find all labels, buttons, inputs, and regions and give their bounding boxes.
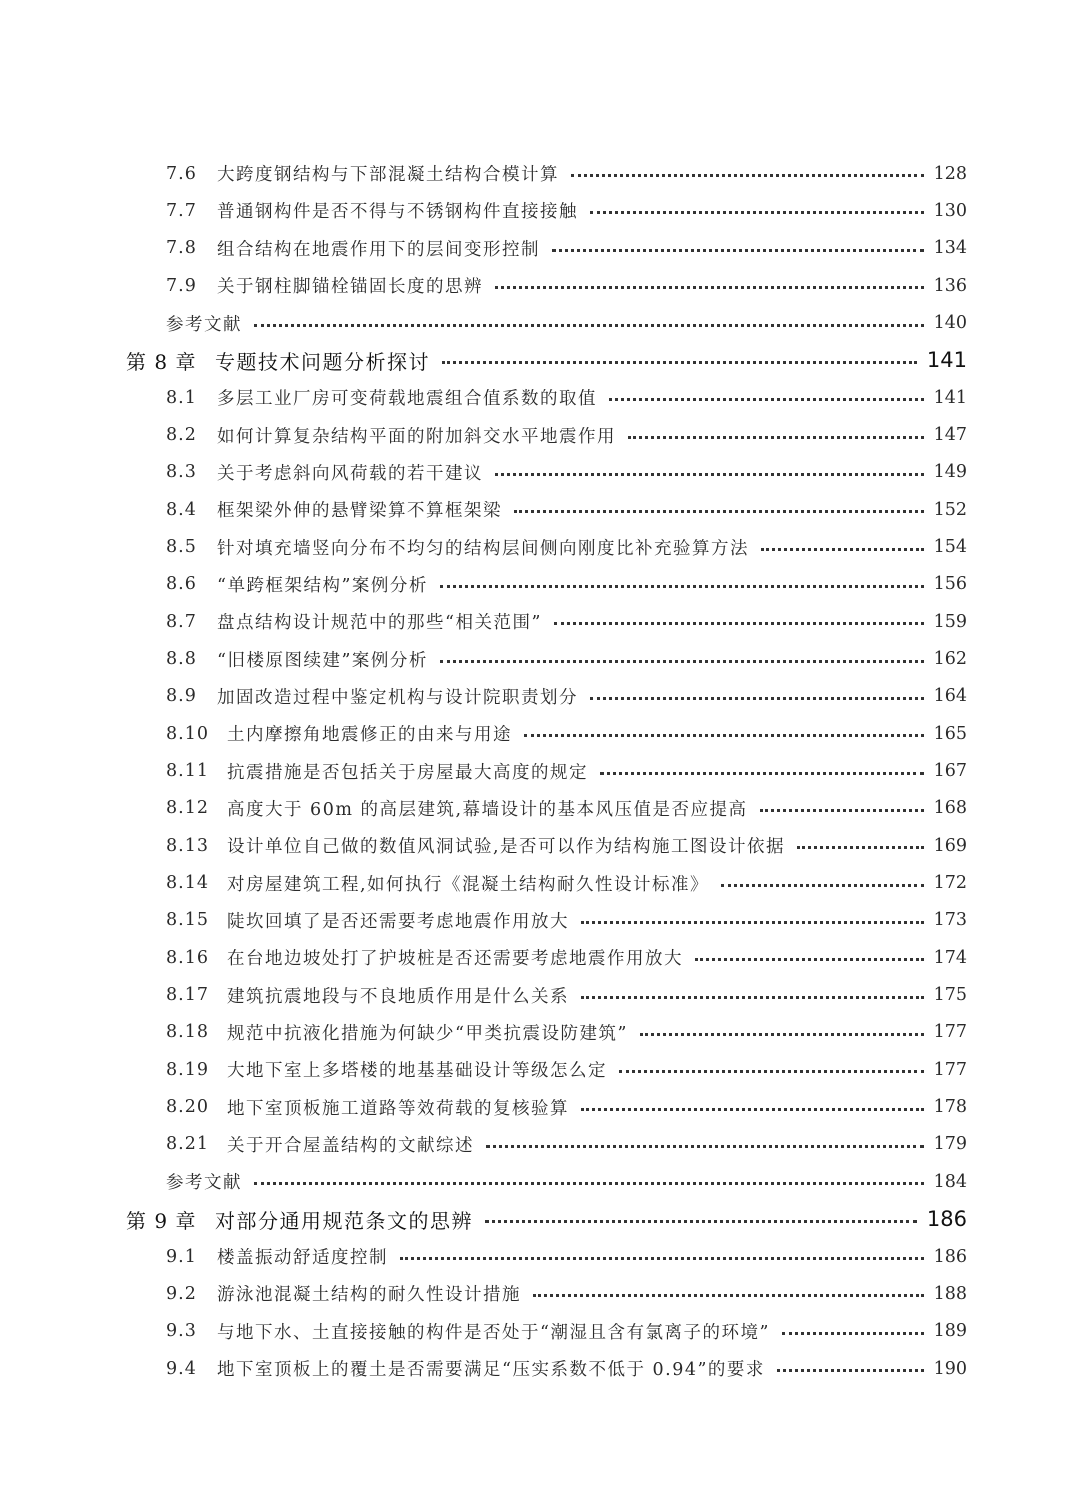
entry-page-number: 130 <box>933 200 967 221</box>
dot-leader <box>495 286 924 289</box>
entry-number: 9.1 <box>166 1246 197 1267</box>
entry-page-number: 134 <box>933 238 967 259</box>
toc-section-entry[interactable] <box>166 1126 967 1163</box>
dot-leader <box>552 249 924 252</box>
entry-title: 土内摩擦角地震修正的由来与用途 <box>227 725 512 746</box>
entry-page-number: 159 <box>933 611 967 632</box>
toc-chapter-entry[interactable] <box>126 342 967 379</box>
dot-leader <box>485 1220 917 1223</box>
toc-section-entry[interactable] <box>166 192 967 229</box>
dot-leader <box>254 324 924 327</box>
dot-leader <box>628 436 924 439</box>
entry-page-number: 184 <box>933 1171 967 1192</box>
toc-section-entry[interactable] <box>166 1014 967 1051</box>
entry-title: 参考文献 <box>166 1173 242 1194</box>
entry-title: 高度大于 60m 的高层建筑,幕墙设计的基本风压值是否应提高 <box>227 799 748 820</box>
dot-leader <box>600 772 924 775</box>
entry-title: “旧楼原图续建”案例分析 <box>217 650 428 671</box>
entry-number: 8.5 <box>166 537 197 558</box>
entry-title: 参考文献 <box>166 314 242 335</box>
entry-number: 8.11 <box>166 761 209 782</box>
toc-section-entry[interactable] <box>166 902 967 939</box>
dot-leader <box>400 1257 924 1260</box>
entry-number: 8.15 <box>166 910 209 931</box>
entry-page-number: 186 <box>926 1207 967 1232</box>
entry-title: 如何计算复杂结构平面的附加斜交水平地震作用 <box>217 426 616 447</box>
dot-leader <box>495 473 924 476</box>
dot-leader <box>581 921 924 924</box>
entry-page-number: 152 <box>933 499 967 520</box>
entry-title: 大地下室上多塔楼的地基基础设计等级怎么定 <box>227 1061 607 1082</box>
entry-page-number: 162 <box>933 649 967 670</box>
dot-leader <box>721 884 924 887</box>
entry-title: 针对填充墙竖向分布不均匀的结构层间侧向刚度比补充验算方法 <box>217 538 749 559</box>
entry-page-number: 165 <box>933 723 967 744</box>
entry-page-number: 189 <box>933 1321 967 1342</box>
toc-section-entry[interactable] <box>166 603 967 640</box>
entry-title: 对部分通用规范条文的思辨 <box>215 1208 473 1233</box>
entry-page-number: 149 <box>933 462 967 483</box>
entry-title: 楼盖振动舒适度控制 <box>217 1248 388 1269</box>
entry-page-number: 167 <box>933 761 967 782</box>
dot-leader <box>440 660 924 663</box>
entry-title: 盘点结构设计规范中的那些“相关范围” <box>217 613 542 634</box>
toc-section-entry[interactable] <box>166 454 967 491</box>
entry-number: 8.1 <box>166 387 197 408</box>
entry-number: 7.6 <box>166 163 197 184</box>
entry-page-number: 190 <box>933 1358 967 1379</box>
entry-title: 地下室顶板施工道路等效荷载的复核验算 <box>227 1098 569 1119</box>
entry-number: 8.13 <box>166 835 209 856</box>
toc-section-entry[interactable] <box>166 1089 967 1126</box>
entry-number: 8.14 <box>166 873 209 894</box>
entry-page-number: 178 <box>933 1097 967 1118</box>
entry-number: 8.2 <box>166 425 197 446</box>
dot-leader <box>524 734 924 737</box>
dot-leader <box>581 1108 924 1111</box>
dot-leader <box>619 1070 924 1073</box>
dot-leader <box>554 622 924 625</box>
dot-leader <box>777 1369 924 1372</box>
dot-leader <box>254 1182 924 1185</box>
entry-number: 8.20 <box>166 1097 209 1118</box>
entry-page-number: 154 <box>933 537 967 558</box>
entry-title: 规范中抗液化措施为何缺少“甲类抗震设防建筑” <box>227 1023 628 1044</box>
entry-page-number: 156 <box>933 574 967 595</box>
toc-section-entry[interactable] <box>166 827 967 864</box>
dot-leader <box>590 211 924 214</box>
entry-number: 8.9 <box>166 686 197 707</box>
entry-page-number: 147 <box>933 425 967 446</box>
entry-title: 大跨度钢结构与下部混凝土结构合模计算 <box>217 165 559 186</box>
entry-number: 8.3 <box>166 462 197 483</box>
dot-leader <box>640 1033 924 1036</box>
toc-section-entry[interactable] <box>166 939 967 976</box>
entry-title: 陡坎回填了是否还需要考虑地震作用放大 <box>227 911 569 932</box>
entry-number: 9.4 <box>166 1358 197 1379</box>
entry-number: 8.19 <box>166 1059 209 1080</box>
entry-page-number: 141 <box>926 348 967 373</box>
entry-title: 在台地边坡处打了护坡桩是否还需要考虑地震作用放大 <box>227 949 683 970</box>
entry-title: 建筑抗震地段与不良地质作用是什么关系 <box>227 986 569 1007</box>
toc-section-entry[interactable] <box>166 715 967 752</box>
entry-number: 第 8 章 <box>126 349 197 374</box>
entry-title: 抗震措施是否包括关于房屋最大高度的规定 <box>227 762 588 783</box>
entry-page-number: 179 <box>933 1134 967 1155</box>
dot-leader <box>514 510 924 513</box>
entry-title: 专题技术问题分析探讨 <box>215 349 430 374</box>
toc-section-entry[interactable] <box>166 1275 967 1312</box>
toc-chapter-entry[interactable] <box>126 1201 967 1238</box>
dot-leader <box>760 809 924 812</box>
dot-leader <box>486 1145 924 1148</box>
dot-leader <box>797 846 924 849</box>
entry-title: 对房屋建筑工程,如何执行《混凝土结构耐久性设计标准》 <box>227 874 710 895</box>
toc-section-entry[interactable] <box>166 1238 967 1275</box>
entry-page-number: 168 <box>933 798 967 819</box>
entry-number: 8.18 <box>166 1022 209 1043</box>
entry-page-number: 173 <box>933 910 967 931</box>
entry-page-number: 188 <box>933 1283 967 1304</box>
entry-number: 8.7 <box>166 611 197 632</box>
entry-title: 加固改造过程中鉴定机构与设计院职责划分 <box>217 687 578 708</box>
toc-section-entry[interactable] <box>166 864 967 901</box>
dot-leader <box>571 174 924 177</box>
dot-leader <box>581 996 924 999</box>
entry-page-number: 164 <box>933 686 967 707</box>
entry-title: 多层工业厂房可变荷载地震组合值系数的取值 <box>217 389 597 410</box>
entry-title: 设计单位自己做的数值风洞试验,是否可以作为结构施工图设计依据 <box>227 837 786 858</box>
toc-section-entry[interactable] <box>166 528 967 565</box>
entry-page-number: 128 <box>933 163 967 184</box>
entry-page-number: 169 <box>933 835 967 856</box>
entry-title: 框架梁外伸的悬臂梁算不算框架梁 <box>217 501 502 522</box>
entry-title: 关于钢柱脚锚栓锚固长度的思辨 <box>217 277 483 298</box>
entry-title: 关于开合屋盖结构的文献综述 <box>227 1135 474 1156</box>
entry-page-number: 175 <box>933 985 967 1006</box>
entry-title: “单跨框架结构”案例分析 <box>217 575 428 596</box>
toc-section-entry[interactable] <box>166 790 967 827</box>
toc-section-entry[interactable] <box>166 416 967 453</box>
entry-number: 8.16 <box>166 947 209 968</box>
entry-page-number: 177 <box>933 1022 967 1043</box>
dot-leader <box>695 958 924 961</box>
entry-page-number: 140 <box>933 313 967 334</box>
entry-number: 8.21 <box>166 1134 209 1155</box>
entry-number: 8.17 <box>166 985 209 1006</box>
toc-section-entry[interactable] <box>166 1313 967 1350</box>
toc-section-entry[interactable] <box>166 230 967 267</box>
toc-references-entry[interactable] <box>166 1163 967 1200</box>
entry-number: 8.12 <box>166 798 209 819</box>
entry-page-number: 174 <box>933 947 967 968</box>
entry-page-number: 177 <box>933 1059 967 1080</box>
entry-page-number: 172 <box>933 873 967 894</box>
dot-leader <box>440 585 924 588</box>
dot-leader <box>533 1294 924 1297</box>
entry-title: 与地下水、土直接接触的构件是否处于“潮湿且含有氯离子的环境” <box>217 1322 770 1343</box>
toc-section-entry[interactable] <box>166 379 967 416</box>
entry-number: 7.7 <box>166 200 197 221</box>
entry-number: 7.9 <box>166 275 197 296</box>
toc-section-entry[interactable] <box>166 752 967 789</box>
toc-section-entry[interactable] <box>166 491 967 528</box>
entry-number: 8.4 <box>166 499 197 520</box>
entry-number: 第 9 章 <box>126 1208 197 1233</box>
entry-number: 7.8 <box>166 238 197 259</box>
entry-title: 普通钢构件是否不得与不锈钢构件直接接触 <box>217 202 578 223</box>
dot-leader <box>442 361 917 364</box>
dot-leader <box>590 697 924 700</box>
entry-page-number: 186 <box>933 1246 967 1267</box>
toc-section-entry[interactable] <box>166 155 967 192</box>
toc-section-entry[interactable] <box>166 566 967 603</box>
toc-section-entry[interactable] <box>166 1051 967 1088</box>
entry-number: 9.3 <box>166 1321 197 1342</box>
entry-title: 关于考虑斜向风荷载的若干建议 <box>217 463 483 484</box>
entry-title: 组合结构在地震作用下的层间变形控制 <box>217 239 540 260</box>
dot-leader <box>609 398 924 401</box>
toc-section-entry[interactable] <box>166 1350 967 1387</box>
entry-number: 9.2 <box>166 1283 197 1304</box>
entry-number: 8.6 <box>166 574 197 595</box>
dot-leader <box>782 1332 924 1335</box>
entry-number: 8.8 <box>166 649 197 670</box>
entry-page-number: 136 <box>933 275 967 296</box>
dot-leader <box>761 548 924 551</box>
toc-references-entry[interactable] <box>166 304 967 341</box>
toc-section-entry[interactable] <box>166 678 967 715</box>
entry-page-number: 141 <box>933 387 967 408</box>
entry-title: 地下室顶板上的覆土是否需要满足“压实系数不低于 0.94”的要求 <box>217 1360 765 1381</box>
entry-number: 8.10 <box>166 723 209 744</box>
toc-section-entry[interactable] <box>166 976 967 1013</box>
toc-section-entry[interactable] <box>166 640 967 677</box>
toc-section-entry[interactable] <box>166 267 967 304</box>
entry-title: 游泳池混凝土结构的耐久性设计措施 <box>217 1285 521 1306</box>
